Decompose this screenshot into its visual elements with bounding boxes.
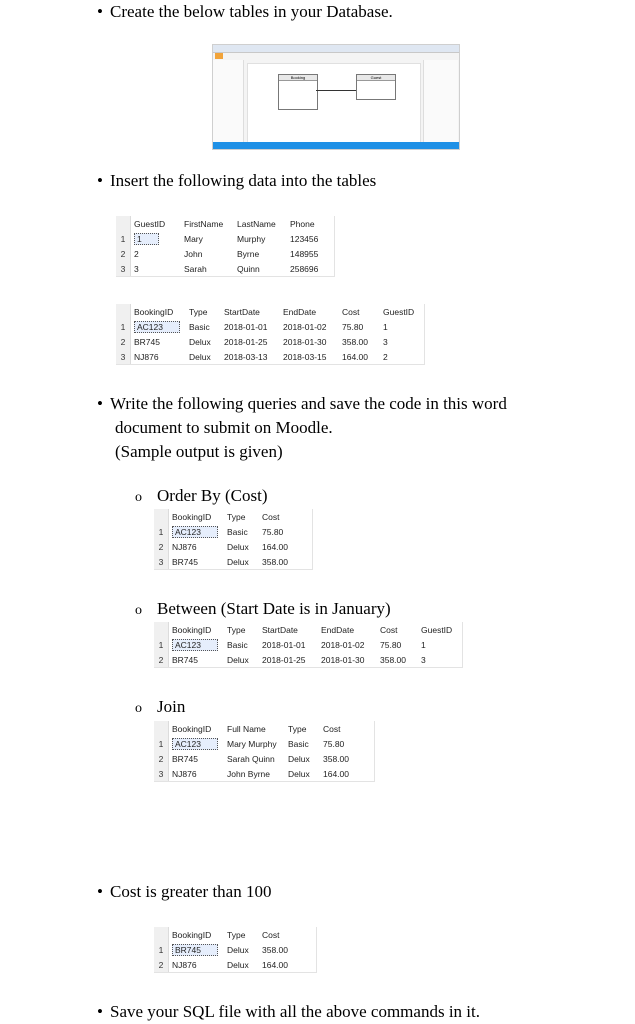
col-header: StartDate [259, 622, 318, 637]
table-row: 3 BR745 Delux 358.00 [154, 554, 312, 569]
screenshot-relationship-line [316, 90, 356, 91]
table-row: 2 BR745 Delux 2018-01-25 2018-01-30 358.00 3 [154, 652, 462, 667]
table-row: 2 BR745 Sarah Quinn Delux 358.00 [154, 751, 374, 766]
bullet-save-sql: • Save your SQL file with all the above commands in it. [97, 1000, 480, 1024]
col-header: LastName [234, 216, 287, 231]
bullet-write-queries: • Write the following queries and save the code in this word document to submit on Moodle. (Sample output is given) [97, 394, 507, 461]
col-header: Cost [259, 927, 316, 942]
screenshot-diagram-canvas [247, 63, 421, 143]
table-row: 1 AC123 Basic 2018-01-01 2018-01-02 75.80 1 [116, 319, 424, 334]
bullet-insert-data: • Insert the following data into the tables [97, 169, 376, 193]
col-header: Type [186, 304, 221, 319]
col-header: Phone [287, 216, 334, 231]
grid-header-row [116, 216, 334, 231]
col-header: Type [224, 509, 259, 524]
col-header: GuestID [131, 216, 182, 231]
circle-bullet-icon: o [135, 490, 142, 505]
selected-cell: AC123 [134, 321, 180, 333]
screenshot-titlebar [213, 45, 459, 53]
col-header: GuestID [418, 622, 462, 637]
col-header: BookingID [169, 509, 225, 524]
grid-header-row [154, 927, 316, 942]
subitem-join: o Join [135, 696, 185, 720]
col-header: GuestID [380, 304, 424, 319]
table-row: 1 BR745 Delux 358.00 [154, 942, 316, 957]
join-result-grid [154, 721, 375, 782]
col-header: FirstName [181, 216, 234, 231]
database-diagram-screenshot [212, 44, 460, 150]
grid-header-row [154, 509, 312, 524]
selected-cell: BR745 [172, 944, 218, 956]
bullet-dot: • [97, 394, 103, 413]
table-row: 2 NJ876 Delux 164.00 [154, 539, 312, 554]
table-row: 3 NJ876 Delux 2018-03-13 2018-03-15 164.00 2 [116, 349, 424, 364]
col-header: Cost [320, 721, 374, 736]
selected-cell: AC123 [172, 639, 218, 651]
selected-cell: 1 [134, 233, 159, 245]
grid-header-row [154, 622, 462, 637]
selected-cell: AC123 [172, 526, 218, 538]
cost-result-grid [154, 927, 317, 973]
bullet-dot: • [97, 882, 103, 901]
order-result-grid [154, 509, 313, 570]
bullet-dot: • [97, 2, 103, 21]
table-row: 3 NJ876 John Byrne Delux 164.00 [154, 766, 374, 781]
screenshot-properties-pane [423, 60, 458, 144]
col-header: Type [224, 622, 259, 637]
bullet-cost-greater: • Cost is greater than 100 [97, 880, 271, 904]
grid-header-row [154, 721, 374, 736]
screenshot-booking-table: Booking [278, 74, 318, 110]
screenshot-object-explorer [213, 60, 244, 144]
table-row: 1 AC123 Basic 75.80 [154, 524, 312, 539]
col-header: Cost [377, 622, 418, 637]
col-header: Cost [339, 304, 380, 319]
screenshot-app-icon [215, 53, 223, 59]
table-row: 1 AC123 Basic 2018-01-01 2018-01-02 75.80 1 [154, 637, 462, 652]
col-header: StartDate [221, 304, 280, 319]
subitem-order-by: o Order By (Cost) [135, 485, 267, 509]
col-header: BookingID [169, 927, 225, 942]
col-header: Type [285, 721, 320, 736]
screenshot-taskbar [213, 142, 459, 149]
table-row: 2 2 John Byrne 148955 [116, 246, 334, 261]
grid-header-row [116, 304, 424, 319]
col-header: BookingID [169, 721, 225, 736]
col-header: EndDate [318, 622, 377, 637]
col-header: Full Name [224, 721, 285, 736]
col-header: BookingID [131, 304, 187, 319]
table-row: 1 AC123 Mary Murphy Basic 75.80 [154, 736, 374, 751]
table-row: 2 BR745 Delux 2018-01-25 2018-01-30 358.00 3 [116, 334, 424, 349]
col-header: Type [224, 927, 259, 942]
bullet-dot: • [97, 171, 103, 190]
col-header: EndDate [280, 304, 339, 319]
circle-bullet-icon: o [135, 701, 142, 716]
bullet-create-tables: • Create the below tables in your Database. [97, 0, 393, 24]
bullet-dot: • [97, 1002, 103, 1021]
table-row: 3 3 Sarah Quinn 258696 [116, 261, 334, 276]
guest-result-grid [116, 216, 335, 277]
col-header: BookingID [169, 622, 225, 637]
subitem-between: o Between (Start Date is in January) [135, 598, 391, 622]
table-row: 2 NJ876 Delux 164.00 [154, 957, 316, 972]
col-header: Cost [259, 509, 312, 524]
screenshot-guest-table: Guest [356, 74, 396, 100]
table-row: 1 1 Mary Murphy 123456 [116, 231, 334, 246]
between-result-grid [154, 622, 463, 668]
selected-cell: AC123 [172, 738, 218, 750]
booking-result-grid [116, 304, 425, 365]
circle-bullet-icon: o [135, 603, 142, 618]
